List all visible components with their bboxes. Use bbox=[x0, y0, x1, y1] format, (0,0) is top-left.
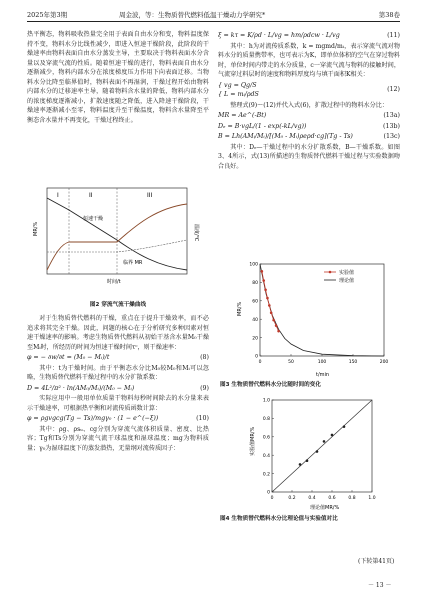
y-tick-label: 0 bbox=[255, 354, 258, 360]
legend-theoretical: 理论值 bbox=[339, 278, 355, 284]
paragraph: 其中：t为干燥时间。由于平衡态水分比M₀较M₀和Mᵢ可以忽略，生物质替代燃料干燥过程中的水分扩散系数： bbox=[27, 364, 209, 382]
x-axis-label: t/min bbox=[316, 372, 330, 378]
eq12-body: { vg = Qg/S { L = mᵢ/ρdS bbox=[218, 81, 259, 99]
eq9-number: (9) bbox=[200, 384, 209, 392]
y-axis-label-left: MR/% bbox=[33, 221, 39, 236]
rate-label: 恒速干燥 bbox=[83, 216, 104, 222]
experimental-point bbox=[264, 288, 267, 291]
critical-mr-label: 临界 MR bbox=[123, 260, 143, 266]
eq13a-number: (13a) bbox=[383, 112, 400, 120]
y-tick-label: 20 bbox=[252, 336, 258, 342]
header-rule bbox=[27, 21, 400, 22]
figure-2-caption: 图2 穿流气流干燥曲线 bbox=[89, 302, 147, 308]
running-title: 周金波，等：生物质替代燃料低温干燥动力学研究* bbox=[119, 11, 266, 19]
figure-3 bbox=[220, 258, 392, 390]
experimental-point bbox=[272, 319, 275, 322]
eq13c-body: B = Lh(AMᵢ/Mᵢ)/[(M₀ - Mᵢ)ρeρd·cg](Tg - Ts) bbox=[218, 133, 353, 141]
eq13b-number: (13b) bbox=[383, 122, 400, 130]
figure-4 bbox=[220, 394, 392, 526]
scatter-point bbox=[331, 434, 334, 437]
x-tick-label: 0 bbox=[270, 496, 274, 501]
equation-10 bbox=[27, 414, 209, 424]
paragraph: 其中：ρg、ρsᵤ、cg分别为穿流气流体积质量、密度、比热容；Tg和Ts分别为穿流气流干球温度和湿球温度；mg为物料质量；γ₀为湿球温度下的蒸发潜热，无量纲对流传质因子： bbox=[27, 425, 209, 452]
y-tick-label: 0.8 bbox=[262, 417, 270, 423]
equation-8 bbox=[27, 353, 209, 363]
equation-13c bbox=[218, 132, 400, 142]
x-tick-label: 0 bbox=[258, 360, 262, 365]
experimental-point bbox=[262, 279, 265, 282]
paragraph: 热平衡态，物料吸收热量完全用于表面自由水分和变，物料温度保持不变，物料水分比线性减少，即进入恒速干燥阶段，此阶段的干燥速率由物料表面自由水分蒸发主导，主要取决于物料表面水分含量以及穿流气流的性质。随着恒速干燥的进行，物料表面自由水分逐渐减少，物料内部水分在浓度梯度压力作用下向表面迁移。当物料水分比降至临界值时，物料表面不再湿润，干燥过程开始由物料内部水分的迁移速率主导，随着物料含水量的降低，物料内部水分的浓度梯度逐渐减小，扩散速度随之降低，进入降速干燥阶段，干燥速率逐渐减小至零，物料温度升至干燥温度，物料含水量降至平衡态含水量并不再变化，干燥过程终止。 bbox=[27, 31, 209, 124]
mr-vs-time-chart bbox=[232, 258, 392, 380]
paragraph: 其中：h为对流传质系数，k = mgmd/mᵢ，表示穿流气流对物料水分的质量携带率，也可表示为K，即单位体积的空气在穿过物料时，单位时间内带走的水分质量，c一穿流气流与物料的接触时间，气流穿过料层时的速度和物料厚度均与填干面积K相关： bbox=[218, 42, 400, 79]
experimental-point bbox=[266, 297, 269, 300]
eq13c-number: (13c) bbox=[383, 133, 400, 141]
eq13b-body: Dₑ = B·vgL/(1 - exp(-kL/vg)) bbox=[218, 122, 307, 130]
left-column-lower bbox=[27, 314, 209, 454]
y-tick-label: 80 bbox=[252, 281, 258, 287]
equation-9 bbox=[27, 384, 209, 394]
y-tick-label: 100 bbox=[249, 262, 258, 268]
y-axis-label: MR/% bbox=[237, 301, 243, 316]
figure-4-caption: 图4 生物质替代燃料水分比理论值与实验值对比 bbox=[220, 516, 338, 522]
y-tick-label: 40 bbox=[252, 317, 258, 323]
right-column bbox=[218, 30, 400, 171]
eq10-body: φ = ρgvgcg(Tg − Ts)/mgγ₀ · (1 − e^(−ξ)) bbox=[27, 415, 159, 423]
x-tick-label: 50 bbox=[288, 360, 294, 365]
scatter-point bbox=[343, 425, 346, 428]
y-tick-label: 0.2 bbox=[262, 472, 270, 478]
equation-13b bbox=[218, 122, 400, 132]
stage-ii-label: II bbox=[89, 192, 93, 199]
page-number: － 13 － bbox=[368, 582, 392, 589]
eq12-number: (12) bbox=[387, 86, 400, 94]
drying-curve-plot bbox=[27, 184, 209, 296]
issue-label: 2025年第3期 bbox=[27, 11, 68, 19]
figure-3-caption: 图3 生物质替代燃料水分比随时间的变化 bbox=[220, 382, 321, 388]
x-tick-label: 0.2 bbox=[288, 496, 296, 501]
scatter-point bbox=[299, 463, 302, 466]
stage-i-label: I bbox=[57, 192, 59, 199]
page-header bbox=[27, 10, 400, 20]
equation-12 bbox=[218, 81, 400, 100]
x-tick-label: 0.6 bbox=[328, 496, 336, 501]
x-axis-label: 时间/t bbox=[107, 279, 121, 285]
eq10-number: (10) bbox=[196, 415, 209, 423]
scatter-point bbox=[323, 440, 326, 443]
x-tick-label: 200 bbox=[379, 360, 389, 365]
paragraph: 其中：Dₑ—干燥过程中的水分扩散系数，B—干燥系数。如图3、4所示，式(13)所描述的生物质替代燃料干燥过程与实验数据吻合良好。 bbox=[218, 143, 400, 170]
scatter-point bbox=[316, 450, 319, 453]
x-axis-label: 理论值MR/% bbox=[310, 505, 340, 511]
paragraph: 实际应用中一般用单位质量干物料每秒时间除去的水分量来表示干燥速率，可根据热平衡和对流传质函数计算： bbox=[27, 395, 209, 412]
x-tick-label: 0.4 bbox=[308, 496, 316, 501]
left-column bbox=[27, 30, 209, 125]
eq9-body: D = 4L²/π² · ln(AM₀/Mᵢ)/(M₀ − Mᵢ) bbox=[27, 384, 135, 392]
volume-label: 第38卷 bbox=[378, 11, 400, 19]
experimental-point bbox=[268, 304, 271, 307]
y-tick-label: 1.0 bbox=[262, 398, 270, 404]
y-tick-label: 0.4 bbox=[262, 453, 270, 459]
scatter-point bbox=[306, 459, 309, 462]
paragraph: 整理式(9)～(12)并代入式(6)，扩散过程中的物料水分比： bbox=[230, 101, 388, 109]
experimental-point bbox=[261, 270, 264, 273]
eq8-body: φ = − ∂w/∂t = (M₀ − Mᵢ)/t bbox=[27, 354, 110, 362]
plot-frame bbox=[260, 264, 384, 356]
x-tick-label: 150 bbox=[348, 360, 358, 365]
continued-note: (下转第41页) bbox=[358, 558, 395, 565]
y-tick-label: 60 bbox=[252, 299, 258, 305]
legend-experimental: 实验值 bbox=[339, 270, 355, 276]
y-axis-label-right: 温度/℃ bbox=[193, 224, 199, 242]
x-tick-label: 1.0 bbox=[368, 496, 376, 501]
eq8-number: (8) bbox=[200, 354, 209, 362]
theory-series-line bbox=[260, 264, 384, 356]
identity-line bbox=[272, 400, 372, 492]
eq11-number: (11) bbox=[387, 32, 400, 39]
experimental-point bbox=[270, 311, 273, 314]
y-axis-label: 实验值MR/% bbox=[250, 426, 256, 456]
experimental-point bbox=[275, 324, 278, 327]
experimental-point bbox=[277, 330, 280, 333]
x-tick-label: 100 bbox=[317, 360, 327, 365]
equation-13a bbox=[218, 111, 400, 121]
x-tick-label: 0.8 bbox=[348, 496, 356, 501]
paragraph: 对于生物质替代燃料的干燥，重点在于提升干燥效率，而不必追求将其完全干燥。因此，问题的核心在于分析研究多种因素对恒速干燥速率的影响。考虑生物质替代燃料从初始干基含水量M₀干燥至Mᵢ时，所经历的时间为恒速干燥时间τᶜ，则干燥速率： bbox=[27, 315, 209, 351]
figure-2 bbox=[27, 184, 209, 308]
eq11-body: ξ = kτ = K/ρd · L/vg = hm/ρdcw · L/vg bbox=[218, 32, 340, 39]
eq13a-body: MR = Ae^(-Bt) bbox=[218, 112, 267, 120]
y-tick-label: 0 bbox=[267, 490, 270, 496]
y-tick-label: 0.6 bbox=[262, 435, 270, 441]
equation-11 bbox=[218, 31, 400, 41]
theory-vs-experiment-chart bbox=[232, 394, 392, 514]
stage-iii-label: III bbox=[147, 192, 153, 199]
